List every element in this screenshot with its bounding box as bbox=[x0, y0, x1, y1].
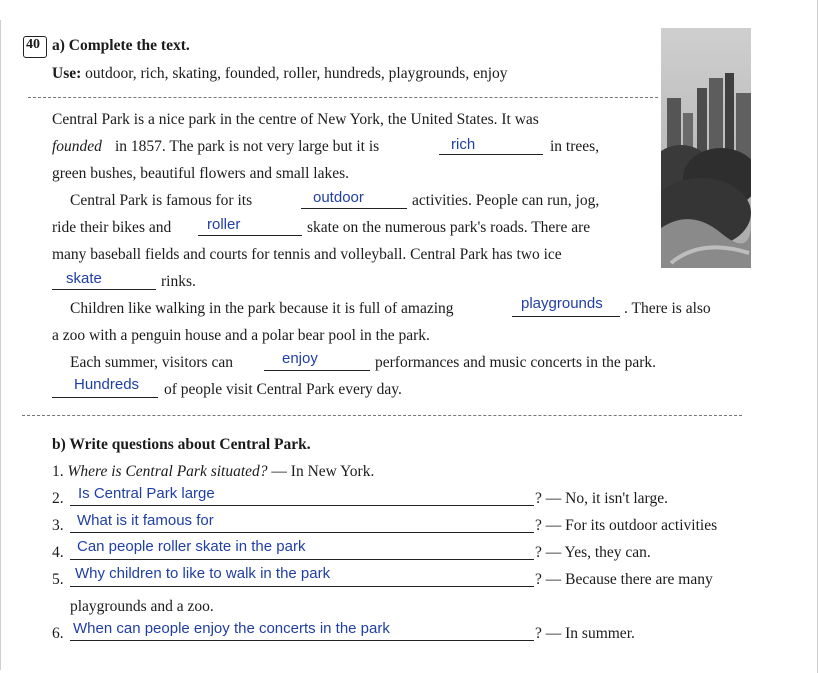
central-park-photo bbox=[661, 28, 751, 268]
question-reply: ? — Yes, they can. bbox=[535, 544, 651, 561]
passage-line: Central Park is a nice park in the centre of New York, the United States. It was bbox=[52, 111, 539, 128]
passage-line: in 1857. The park is not very large but it is bbox=[115, 138, 380, 155]
passage-line: rinks. bbox=[161, 273, 196, 290]
question-number: 4. bbox=[52, 544, 64, 561]
exercise-number: 40 bbox=[26, 37, 40, 52]
answer-outdoor: outdoor bbox=[313, 189, 364, 206]
question-blank bbox=[70, 640, 534, 641]
question-reply: ? — In summer. bbox=[535, 625, 635, 642]
question-blank bbox=[70, 559, 534, 560]
question-1 bbox=[52, 463, 374, 481]
question-reply: ? — No, it isn't large. bbox=[535, 490, 668, 507]
answer-rich: rich bbox=[451, 136, 476, 153]
passage-line: ride their bikes and bbox=[52, 219, 172, 236]
question-number: 3. bbox=[52, 517, 64, 534]
answer-question-2: Is Central Park large bbox=[78, 485, 215, 502]
blank-line bbox=[52, 289, 156, 290]
part-b-title: b) Write questions about Central Park. bbox=[52, 436, 311, 453]
passage-founded: founded bbox=[52, 138, 102, 155]
answer-hundreds: Hundreds bbox=[74, 376, 140, 393]
question-blank bbox=[70, 586, 534, 587]
answer-enjoy: enjoy bbox=[282, 350, 318, 367]
blank-line bbox=[301, 208, 407, 209]
passage-line: activities. People can run, jog, bbox=[412, 192, 600, 209]
question-number: 5. bbox=[52, 571, 64, 588]
page-left-edge bbox=[0, 20, 1, 670]
blank-line bbox=[52, 397, 158, 398]
passage-line: . There is also bbox=[624, 300, 711, 317]
use-words-line bbox=[52, 65, 508, 83]
passage-line: Children like walking in the park because it is full of amazing bbox=[70, 300, 454, 317]
text-box-bottom-border bbox=[22, 415, 742, 416]
passage-line: many baseball fields and courts for tennis and volleyball. Central Park has two ice bbox=[52, 246, 562, 263]
question-number: 2. bbox=[52, 490, 64, 507]
question-blank bbox=[70, 532, 534, 533]
passage-line: a zoo with a penguin house and a polar bear pool in the park. bbox=[52, 327, 430, 344]
answer-question-3: What is it famous for bbox=[77, 512, 214, 529]
passage-line: of people visit Central Park every day. bbox=[164, 381, 402, 398]
question-number: 1. bbox=[52, 463, 64, 480]
part-a-title: a) Complete the text. bbox=[52, 37, 190, 54]
answer-skate: skate bbox=[66, 270, 102, 287]
blank-line bbox=[264, 370, 370, 371]
answer-playgrounds: playgrounds bbox=[521, 295, 603, 312]
question-reply-continued: playgrounds and a zoo. bbox=[70, 598, 214, 615]
answer-roller: roller bbox=[207, 216, 241, 233]
answer-question-6: When can people enjoy the concerts in the park bbox=[73, 620, 390, 637]
passage-line: in trees, bbox=[550, 138, 600, 155]
use-words: outdoor, rich, skating, founded, roller, hundreds, playgrounds, enjoy bbox=[85, 65, 508, 82]
blank-line bbox=[198, 235, 302, 236]
question-number: 6. bbox=[52, 625, 64, 642]
passage-line: skate on the numerous park's roads. There are bbox=[307, 219, 591, 236]
question-reply: ? — Because there are many bbox=[535, 571, 713, 588]
passage-line: performances and music concerts in the park. bbox=[375, 354, 657, 371]
answer-question-4: Can people roller skate in the park bbox=[77, 538, 306, 555]
passage-line: Each summer, visitors can bbox=[70, 354, 233, 371]
blank-line bbox=[512, 316, 620, 317]
answer-question-5: Why children to like to walk in the park bbox=[75, 565, 331, 582]
question-reply: ? — For its outdoor activities bbox=[535, 517, 718, 534]
question-reply: — In New York. bbox=[271, 463, 375, 480]
text-box-top-border bbox=[28, 97, 658, 98]
question-text: Where is Central Park situated? bbox=[67, 463, 268, 480]
blank-line bbox=[439, 154, 543, 155]
use-label: Use: bbox=[52, 65, 82, 82]
question-blank bbox=[70, 505, 534, 506]
passage-line: Central Park is famous for its bbox=[70, 192, 253, 209]
passage-line: green bushes, beautiful flowers and small lakes. bbox=[52, 165, 349, 182]
